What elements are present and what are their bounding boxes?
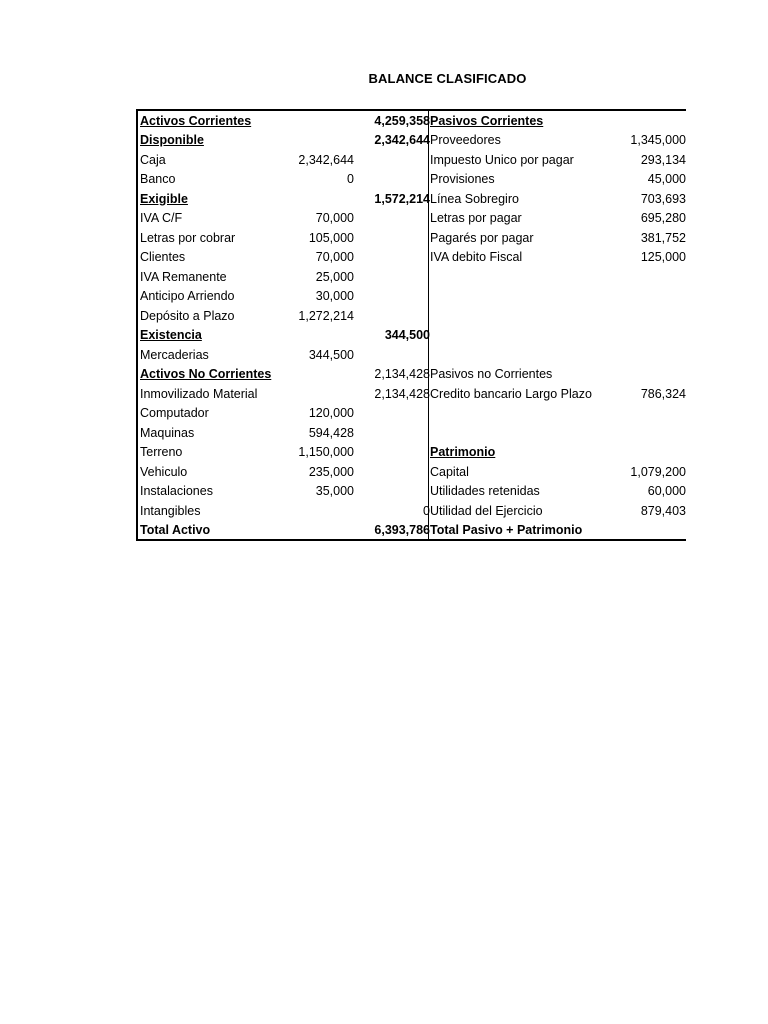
asset-subtotal-value: 344,500 [384,328,430,342]
asset-label: Caja [140,152,166,167]
asset-detail-value: 70,000 [315,250,354,264]
asset-subtotal-value: 2,134,428 [374,386,430,401]
table-row [138,385,686,405]
table-row [138,463,686,483]
asset-detail-value: 30,000 [315,289,354,303]
liability-label: Letras por pagar [430,211,522,225]
asset-label: Exigible [140,191,188,206]
liability-value: 879,403 [640,503,686,518]
asset-detail-value: 35,000 [315,484,354,498]
table-row [138,307,686,327]
liability-value: 125,000 [640,250,686,264]
asset-detail-value: 25,000 [315,269,354,284]
asset-label: Activos Corrientes [140,113,252,128]
asset-subtotal-value: 4,259,358 [374,113,430,128]
table-row [138,190,686,210]
asset-label: Total Activo [140,523,211,537]
table-row [138,424,686,444]
liability-label: Utilidad del Ejercicio [430,503,543,518]
liability-label: Total Pasivo + Patrimonio [430,523,583,537]
liability-label: IVA debito Fiscal [430,250,523,264]
table-row [138,268,686,288]
liability-label: Línea Sobregiro [430,191,519,206]
table-row [138,248,686,268]
liability-value: 703,693 [640,191,686,206]
asset-label: Activos No Corrientes [140,367,272,381]
asset-label: Banco [140,172,176,186]
asset-label: Clientes [140,250,186,264]
asset-detail-value: 594,428 [308,425,354,440]
liability-label: Patrimonio [430,445,496,459]
liability-label: Pasivos Corrientes [430,113,544,128]
liability-label: Provisiones [430,172,495,186]
table-row [138,112,686,132]
asset-label: IVA C/F [140,211,183,225]
table-row [138,229,686,249]
asset-detail-value: 1,272,214 [298,308,354,323]
liability-label: Credito bancario Largo Plazo [430,386,592,401]
liability-label: Proveedores [430,133,501,147]
asset-detail-value: 0 [347,172,354,186]
liability-value: 293,134 [640,152,686,167]
asset-detail-value: 344,500 [308,347,354,362]
asset-detail-value: 2,342,644 [298,152,354,167]
table-row [138,502,686,522]
table-row [138,287,686,307]
table-row [138,346,686,366]
liability-label: Capital [430,464,469,479]
liability-label: Pagarés por pagar [430,230,534,245]
table-row [138,443,686,463]
liability-label: Pasivos no Corrientes [430,367,553,381]
asset-label: Disponible [140,133,204,147]
asset-detail-value: 235,000 [308,464,354,479]
asset-label: Terreno [140,445,183,459]
asset-label: Computador [140,406,209,420]
table-row [138,404,686,424]
table-row [138,131,686,151]
asset-detail-value: 1,150,000 [298,445,354,459]
liability-value: 381,752 [640,230,686,245]
liability-label: Impuesto Unico por pagar [430,152,574,167]
asset-label: Inmovilizado Material [140,386,258,401]
asset-label: Maquinas [140,425,195,440]
liability-value: 45,000 [647,172,686,186]
table-row [138,326,686,346]
asset-subtotal-value: 1,572,214 [374,191,430,206]
asset-subtotal-value: 0 [423,503,430,518]
asset-detail-value: 120,000 [308,406,354,420]
asset-label: Intangibles [140,503,201,518]
asset-label: Instalaciones [140,484,213,498]
liability-value: 786,324 [640,386,686,401]
table-row [138,482,686,502]
table-row [138,521,686,541]
asset-subtotal-value: 6,393,786 [374,523,430,537]
liability-value: 1,079,200 [630,464,686,479]
balance-table [136,109,686,541]
liability-value: 695,280 [640,211,686,225]
asset-label: Existencia [140,328,202,342]
asset-subtotal-value: 2,342,644 [374,133,430,147]
asset-label: Mercaderias [140,347,209,362]
table-row [138,209,686,229]
document-title: BALANCE CLASIFICADO [368,71,527,86]
asset-subtotal-value: 2,134,428 [374,367,430,381]
asset-label: Depósito a Plazo [140,308,235,323]
table-row [138,365,686,385]
asset-detail-value: 105,000 [308,230,354,245]
asset-label: IVA Remanente [140,269,227,284]
asset-label: Letras por cobrar [140,230,236,245]
liability-value: 1,345,000 [630,133,686,147]
asset-label: Vehiculo [140,464,188,479]
asset-label: Anticipo Arriendo [140,289,235,303]
liability-value: 60,000 [647,484,686,498]
liability-label: Utilidades retenidas [430,484,540,498]
table-row [138,170,686,190]
table-row [138,151,686,171]
asset-detail-value: 70,000 [315,211,354,225]
